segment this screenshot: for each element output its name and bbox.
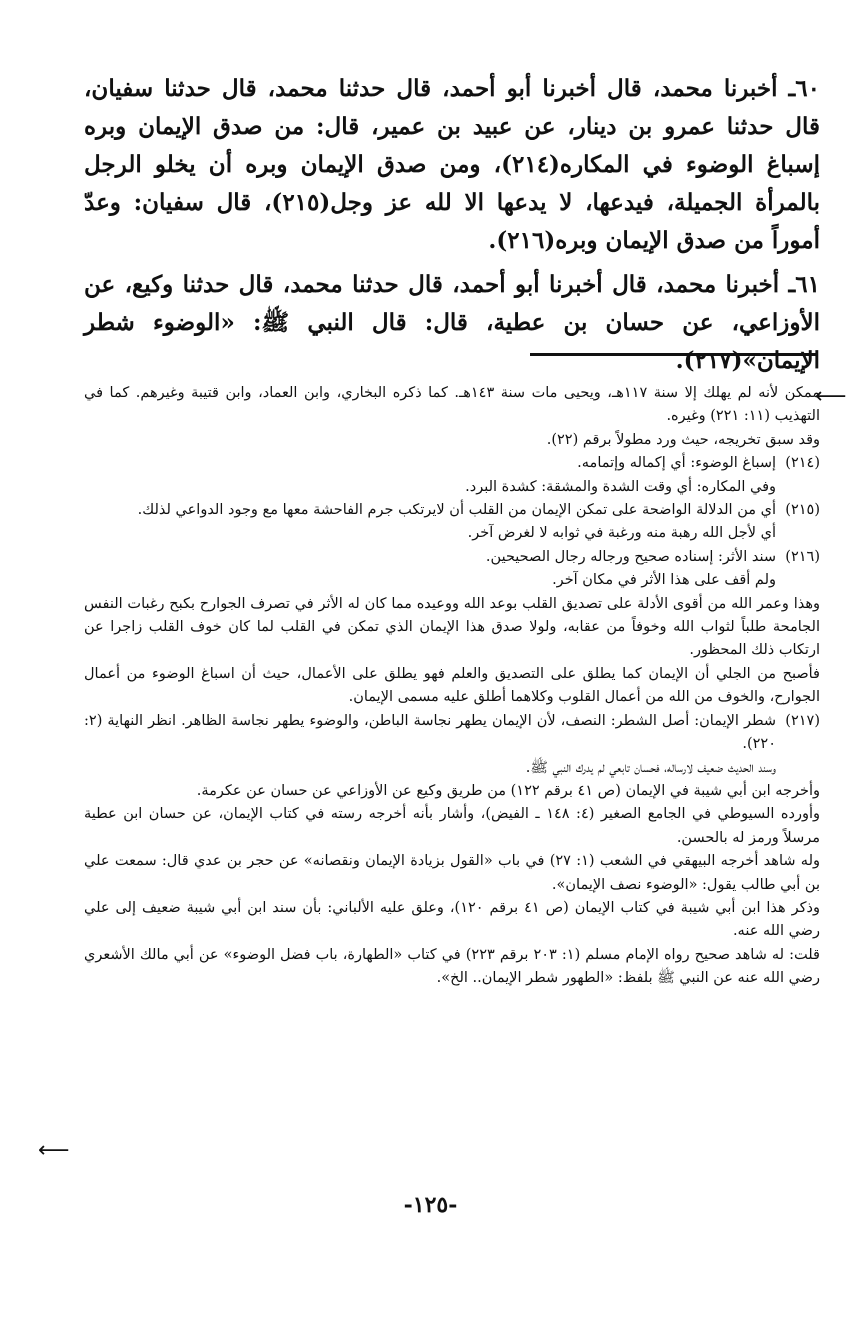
footnote-line: قلت: له شاهد صحيح رواه الإمام مسلم (١: ٢٠٣ برقم ٢٢٣) في كتاب «الطهارة، باب فضل الوضوء» عن أبي مالك الأشعري رضي الله عنه عن النبي ﷺ بلفظ: «الطهور شطر الإيمان.. الخ».	[84, 946, 820, 987]
page-number: -١٢٥-	[403, 1192, 458, 1218]
footnote-215	[84, 499, 820, 546]
footnote-214	[84, 452, 820, 499]
footnote-text: شطر الإيمان: أصل الشطر: النصف، لأن الإيمان يطهر نجاسة الباطن، والوضوء يطهر نجاسة الظاهر. انظر النهاية (٢: ٢٢٠).	[84, 712, 776, 753]
footnote-continuation-line: وقد سبق تخريجه، حيث ورد مطولاً برقم (٢٢).	[546, 431, 820, 448]
main-text	[84, 70, 820, 386]
footnote-line: وأخرجه ابن أبي شيبة في الإيمان (ص ٤١ برقم ١٢٢) من طريق وكيع عن الأوزاعي عن حسان عن عكرمة.	[196, 782, 820, 799]
continued-on-arrow-icon: ⟵	[38, 1138, 70, 1163]
footnote-line: وله شاهد أخرجه البيهقي في الشعب (١: ٢٧) في باب «القول بزيادة الإيمان ونقصانه» عن حجر بن عدي قال: سمعت علي بن أبي طالب يقول: «الوضوء نصف الإيمان».	[84, 853, 820, 893]
footnote-line: وسند الحديث ضعيف لارساله، فحسان تابعي لم يدرك النبي ﷺ.	[525, 759, 776, 776]
footnote-number: (٢١٧)	[785, 712, 820, 729]
footnote-text: إسباغ الوضوء: أي إكماله وإتمامه.	[577, 455, 776, 472]
footnote-line: فأصبح من الجلي أن الإيمان كما يطلق على التصديق والعلم فهو يطلق على الأعمال، حيث أن اسباغ الوضوء من أعمال الجوارح، والخوف من الله من أعمال القلوب وكلاهما أطلق عليه مسمى الإيمان.	[84, 665, 820, 706]
footnote-line	[84, 499, 820, 522]
footnote-separator	[530, 353, 816, 356]
continued-from-arrow-icon: ⟵	[815, 384, 847, 409]
hadith-60-paragraph: ٦٠ـ أخبرنا محمد، قال أخبرنا أبو أحمد، قال حدثنا محمد، قال حدثنا سفيان، قال حدثنا عمرو بن دينار، عن عبيد بن عمير، قال: من صدق الإيمان وبره إسباغ الوضوء في المكاره(٢١٤)، ومن صدق الإيمان وبره أن يخلو الرجل بالمرأة الجميلة، فيدعها، لا يدعها الا لله عز وجل(٢١٥)، قال سفيان: وعدّ أموراً من صدق الإيمان وبره(٢١٦).	[84, 75, 821, 254]
footnote-number: (٢١٥)	[785, 502, 820, 519]
footnote-number: (٢١٦)	[785, 548, 820, 565]
footnote-line: وذكر هذا ابن أبي شيبة في كتاب الإيمان (ص ٤١ برقم ١٢٠)، وعلق عليه الألباني: بأن سند ابن أبي شيبة ضعيف إلى علي رضي الله عنه.	[84, 899, 820, 940]
footnote-continuation-line: ممكن لأنه لم يهلك إلا سنة ١١٧هـ، ويحيى مات سنة ١٤٣هـ. كما ذكره البخاري، وابن العماد، وابن قتيبة وغيرهم. كما في التهذيب (١١: ٢٢١) وغيره.	[84, 385, 820, 425]
footnote-217	[84, 710, 820, 991]
footnote-line: وهذا وعمر الله من أقوى الأدلة على تصديق القلب بوعد الله ووعيده مما كان له الأثر في تصرف الجوارح بكبح رغبات النفس الجامحة طلباً لثواب الله وخوفاً من عقابه، ولولا صدق هذا الإيمان الذي تمكن في القلب لما كان خوف القلب زاجرا عن ارتكاب ذلك المحظور.	[84, 595, 820, 659]
footnote-line	[84, 452, 820, 475]
footnote-text: أي من الدلالة الواضحة على تمكن الإيمان من القلب أن لايرتكب جرم الفاحشة معها مع وجود الدواعي لذلك.	[137, 502, 776, 519]
footnote-line: وفي المكاره: أي وقت الشدة والمشقة: كشدة البرد.	[465, 478, 776, 495]
hadith-61-paragraph: ٦١ـ أخبرنا محمد، قال أخبرنا أبو أحمد، قال حدثنا محمد، قال حدثنا وكيع، عن الأوزاعي، عن حسان بن عطية، قال: قال النبي ﷺ: «الوضوء شطر الإيمان»(٢١٧).	[84, 271, 820, 374]
footnote-216	[84, 546, 820, 710]
footnote-line	[84, 710, 820, 757]
footnote-line	[84, 546, 820, 569]
footnote-line: أي لأجل الله رهبة منه ورغبة في ثوابه لا لغرض آخر.	[467, 525, 776, 542]
footnote-number: (٢١٤)	[785, 455, 820, 472]
footnote-line: ولم أقف على هذا الأثر في مكان آخر.	[552, 572, 776, 589]
footnotes-section	[84, 382, 820, 991]
footnote-line: وأورده السيوطي في الجامع الصغير (٤: ١٤٨ ـ الفيض)، وأشار بأنه أخرجه رسته في كتاب الإيمان، عن حسان ابن عطية مرسلاً ورمز له بالحسن.	[84, 806, 820, 846]
footnote-text: سند الأثر: إسناده صحيح ورجاله رجال الصحيحين.	[485, 548, 776, 565]
